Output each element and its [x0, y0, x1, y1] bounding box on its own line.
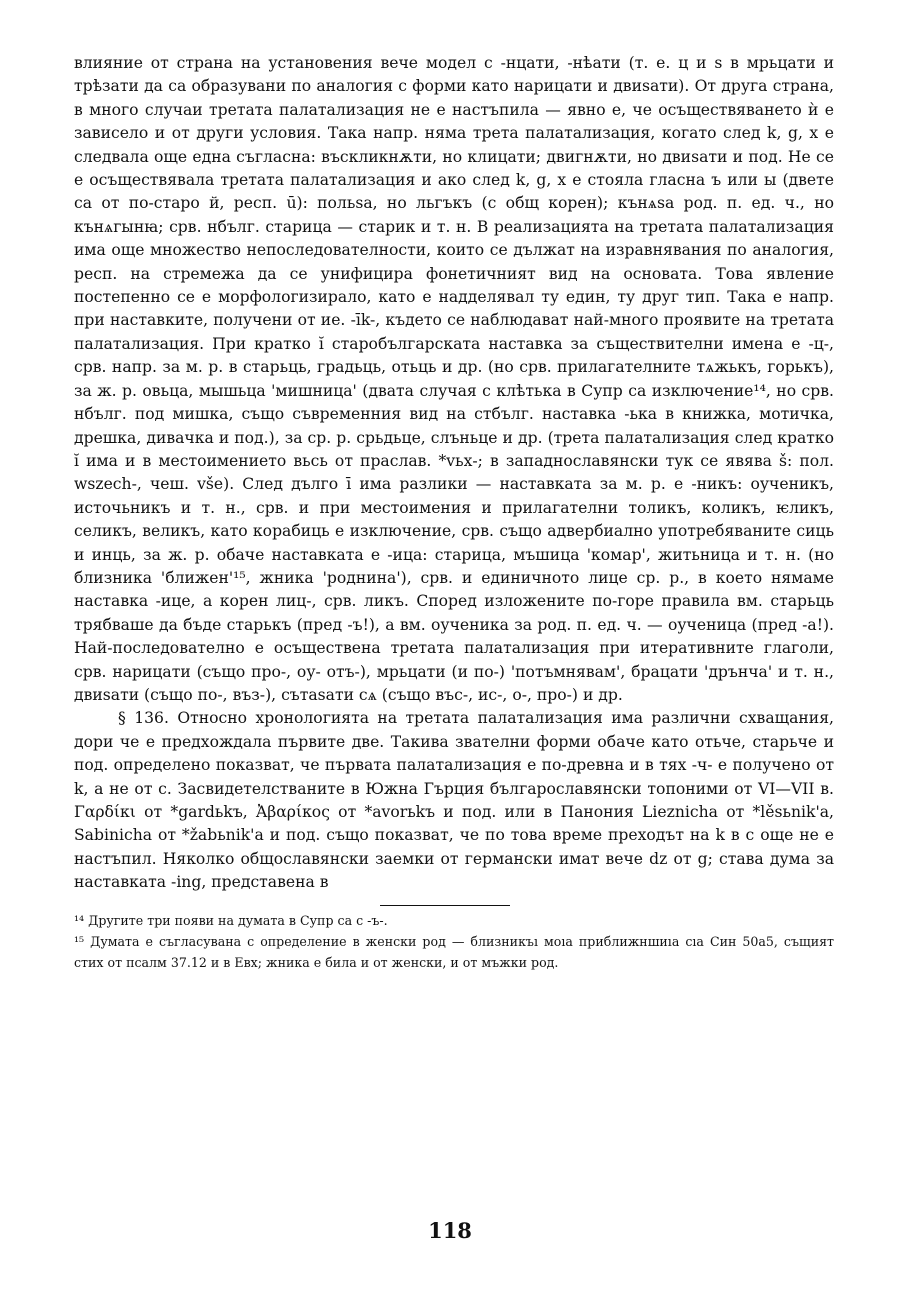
page-content: [74, 52, 834, 973]
page-number: 118: [428, 1218, 472, 1243]
footnote-divider: [380, 905, 510, 906]
main-text: [74, 52, 834, 895]
paragraph-section-136: § 136. Относно хронологията на третата палатализация има различни схващания, дори че е предхождала първите две. Такива звателни форми обаче като отьче, старьче и под. определено показват, че първата палатализация е по-древна и в тях -ч- е получено от k, а не от c. Засвидетелстваните в Южна Гърция българославянски топоними от VI—VII в. Γαρδίκι от *gardьkъ, Ἀβαρίκος от *avorьkъ и под. или в Панония Lieznicha от *lěsьnik'a, Sabinicha от *žabьnik'a и под. също показват, че по това време преходът на k в c още не е настъпил. Няколко общославянски заемки от германски имат вече dz от g; става дума за наставката -ing, представена в: [74, 709, 834, 892]
footnote-14: ¹⁴ Другите три появи на думата в Супр са с -ъ-.: [74, 912, 388, 928]
footnotes: [74, 910, 834, 973]
paragraph-continuation: влияние от страна на установения вече модел с -нцати, -нѣати (т. е. ц и ѕ в мрьцати и трѣзати да са образувани по аналогия с форми като нарицати и двиѕати). От друга страна, в много случаи третата палатализация не е настъпила — явно е, че осъществяването ѝ е зависело и от други условия. Така напр. няма трета палатализация, когато след k, g, x е следвала още една съгласна: въскликнѫти, но клицати; двигнѫти, но двиѕати и под. Не се е осъществявала третата палатализация и ако след k, g, x е стояла гласна ъ или ы (двете са от по-старо й, респ. ū): польѕа, но льгъкъ (с общ корен); кънѧѕа род. п. ед. ч., но кънѧгынꙗ; срв. нбълг. старица — старик и т. н. В реализацията на третата палатализация има още множество непоследователности, които се дължат на изравнявания по аналогия, респ. на стремежа да се унифицира фонетичният вид на основата. Това явление постепенно се е морфологизирало, като е надделявал ту един, ту друг тип. Така е напр. при наставките, получени от ие. -īk-, където се наблюдават най-много проявите на третата палатализация. При кратко ĭ старобългарската наставка за съществителни имена е -ц-, срв. напр. за м. р. в старьць, градьць, отьць и др. (но срв. прилагателните тѧжькъ, горькъ), за ж. р. овьца, мышьца 'мишница' (двата случая с клѣтька в Супр са изключение¹⁴, но срв. нбълг. под мишка, също съвременния вид на стбълг. наставка -ька в книжка, мотичка, дрешка, дивачка и под.), за ср. р. срьдьце, слъньце и др. (трета палатализация след кратко ĭ има и в местоимението вьсь от праслав. *vьх-; в западнославянски тук се явява š: пол. wszech-, чеш. vše). След дълго ī има разлики — наставката за м. р. е -никъ: оученикъ, источьникъ и т. н., срв. и при местоимения и прилагателни толикъ, коликъ, ѥликъ, селикъ, великъ, като корабиць е изключение, срв. също адвербиално употребяваните сиць и инць, за ж. р. обаче наставката е -ица: старица, мъшица 'комар', житьница и т. н. (но близника 'ближен'¹⁵, жника 'роднина'), срв. и единичното лице ср. р., в което нямаме наставка -ице, а корен лиц-, срв. ликъ. Според изложените по-горе правила вм. старьць трябваше да бъде старькъ (пред -ъ!), а вм. оученика за род. п. ед. ч. — оученица (пред -а!). Най-последователно е осъществена третата палатализация при итеративните глаголи, срв. нарицати (също про-, оу- отъ-), мрьцати (и по-) 'потъмнявам', брацати 'дрънча' и т. н., двиѕати (също по-, въз-), сътаѕати сѧ (също въс-, ис-, о-, про-) и др.: [74, 54, 834, 704]
footnote-15: ¹⁵ Думата е съгласувана с определение в женски род — близникъı моıа приближншиıа сıа Син 50а5, същият стих от псалм 37.12 и в Евх; жника е била и от женски, и от мъжки род.: [74, 933, 834, 970]
